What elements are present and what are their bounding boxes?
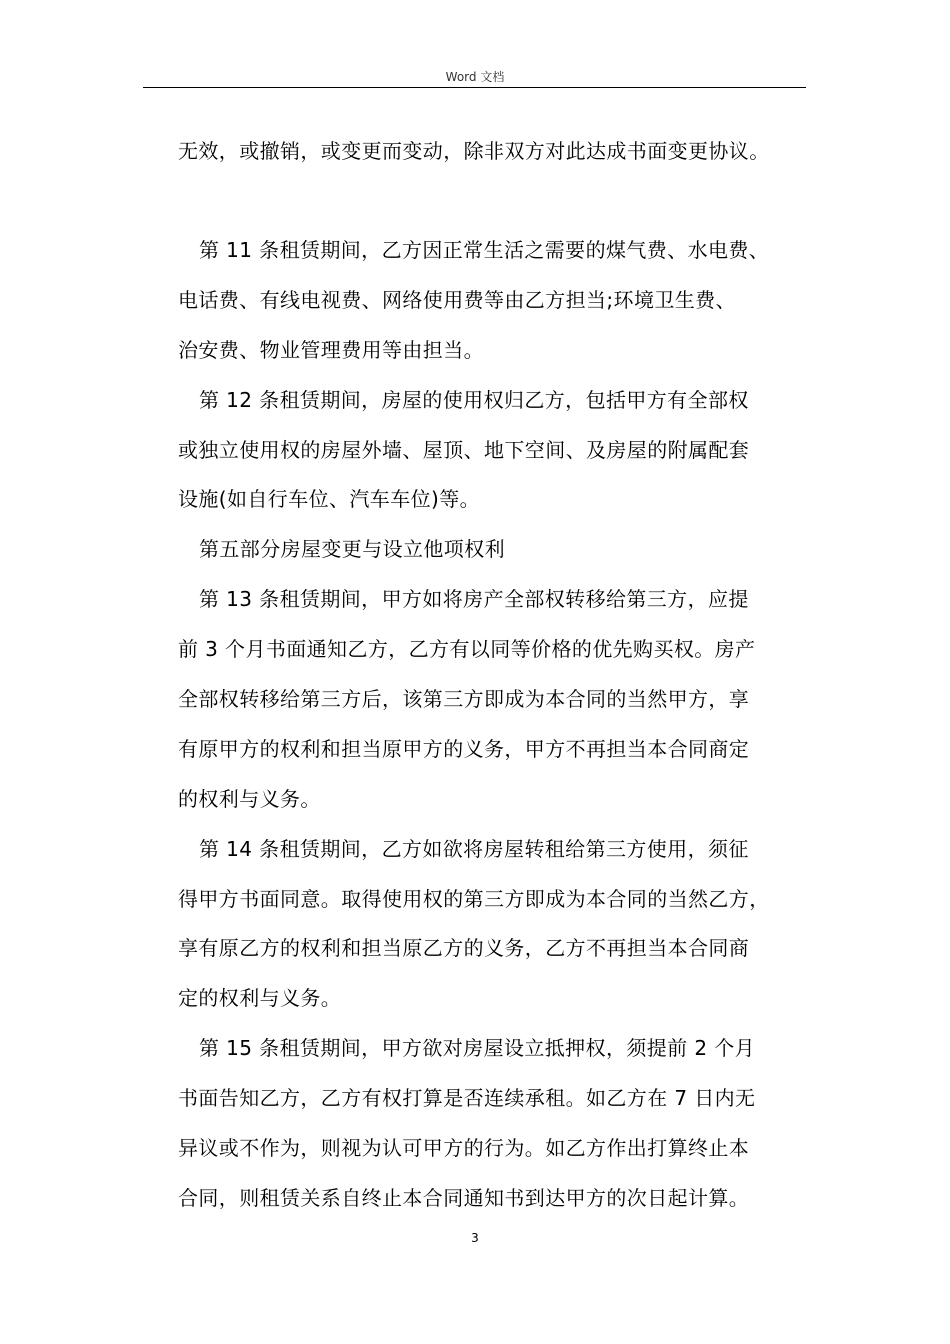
text-line: 第 15 条租赁期间，甲方欲对房屋设立抵押权，须提前 2 个月: [199, 1036, 756, 1060]
text-line: 有原甲方的权利和担当原甲方的义务，甲方不再担当本合同商定: [178, 737, 750, 761]
header-title: Word 文档: [445, 70, 505, 84]
text-line: 合同，则租赁关系自终止本合同通知书到达甲方的次日起计算。: [178, 1186, 750, 1210]
text-line: 的权利与义务。: [178, 787, 321, 811]
text-line: 第 14 条租赁期间，乙方如欲将房屋转租给第三方使用，须征: [199, 837, 749, 861]
text-line: 无效，或撤销，或变更而变动，除非双方对此达成书面变更协议。: [178, 139, 770, 163]
text-line: 异议或不作为，则视为认可甲方的行为。如乙方作出打算终止本: [178, 1136, 750, 1160]
text-line: 定的权利与义务。: [178, 986, 342, 1010]
text-line: 第 13 条租赁期间，甲方如将房产全部权转移给第三方，应提: [199, 587, 749, 611]
text-line: 前 3 个月书面通知乙方，乙方有以同等价格的优先购买权。房产: [178, 637, 756, 661]
text-line: 设施(如自行车位、汽车车位)等。: [178, 487, 481, 511]
text-line: 或独立使用权的房屋外墙、屋顶、地下空间、及房屋的附属配套: [178, 438, 750, 462]
text-line: 书面告知乙方，乙方有权打算是否连续承租。如乙方在 7 日内无: [178, 1086, 756, 1110]
text-line: 电话费、有线电视费、网络使用费等由乙方担当;环境卫生费、: [178, 288, 736, 312]
text-line: 享有原乙方的权利和担当原乙方的义务，乙方不再担当本合同商: [178, 936, 750, 960]
text-line: 治安费、物业管理费用等由担当。: [178, 338, 484, 362]
text-line: 第 11 条租赁期间，乙方因正常生活之需要的煤气费、水电费、: [199, 238, 770, 262]
section-heading: 第五部分房屋变更与设立他项权利: [199, 537, 505, 561]
header-rule: [143, 87, 806, 88]
text-line: 全部权转移给第三方后，该第三方即成为本合同的当然甲方，享: [178, 687, 750, 711]
page-number: 3: [471, 1231, 479, 1245]
text-line: 得甲方书面同意。取得使用权的第三方即成为本合同的当然乙方，: [178, 887, 770, 911]
text-line: 第 12 条租赁期间，房屋的使用权归乙方，包括甲方有全部权: [199, 388, 749, 412]
